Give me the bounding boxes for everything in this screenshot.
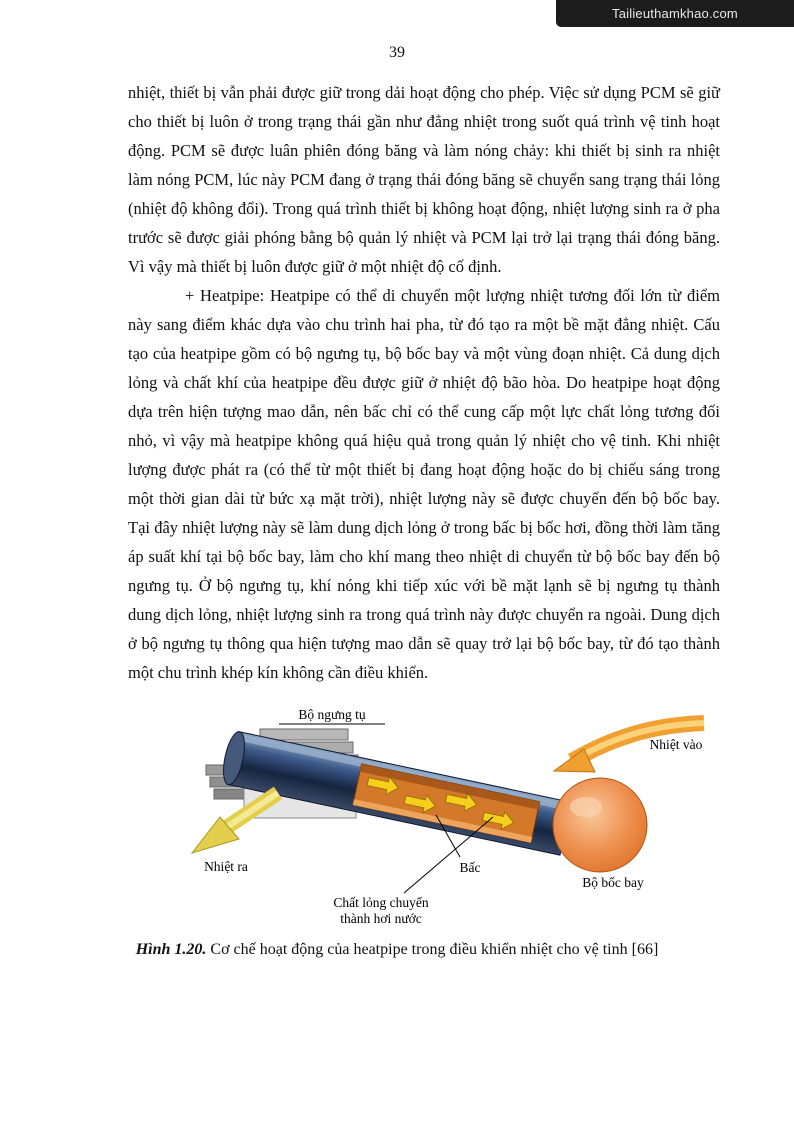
watermark-bar — [556, 0, 794, 27]
label-liquid-line2: thành hơi nước — [340, 911, 422, 926]
label-wick: Bấc — [459, 860, 481, 875]
figure-caption-text: Cơ chế hoạt động của heatpipe trong điều khiển nhiệt cho vệ tinh [66] — [206, 941, 659, 958]
paragraph-pcm: nhiệt, thiết bị vẫn phải được giữ trong dải hoạt động cho phép. Việc sử dụng PCM sẽ giữ cho thiết bị luôn ở trong trạng thái gần như đẳng nhiệt trong suốt quá trình vệ tinh hoạt động. PCM sẽ được luân phiên đóng băng và làm nóng chảy: khi thiết bị sinh ra nhiệt làm nóng PCM, lúc này PCM đang ở trạng thái đóng băng sẽ chuyển sang trạng thái lỏng (nhiệt độ không đổi). Trong quá trình thiết bị không hoạt động, nhiệt lượng sinh ra ở pha trước sẽ được giải phóng bằng bộ quản lý nhiệt và PCM lại trở lại trạng thái đóng băng. Vì vậy mà thiết bị luôn được giữ ở một nhiệt độ cố định. — [128, 83, 720, 276]
watermark-text: Tailieuthamkhao.com — [612, 6, 738, 21]
figure-heatpipe — [0, 703, 794, 959]
heatpipe-diagram — [148, 703, 708, 931]
page-number: 39 — [389, 44, 405, 61]
label-liquid-line1: Chất lỏng chuyển — [333, 895, 429, 910]
paragraph-heatpipe: + Heatpipe: Heatpipe có thể di chuyển một lượng nhiệt tương đối lớn từ điểm này sang điểm khác dựa vào chu trình hai pha, từ đó tạo ra một bề mặt đẳng nhiệt. Cấu tạo của heatpipe gồm có bộ ngưng tụ, bộ bốc bay và một vùng đoạn nhiệt. Cả dung dịch lỏng và chất khí của heatpipe đều được giữ ở nhiệt độ bão hòa. Do heatpipe hoạt động dựa trên hiện tượng mao dẫn, nên bấc chỉ có thể cung cấp một lực chất lỏng tương đối nhỏ, vì vậy mà heatpipe không quá hiệu quả trong quản lý nhiệt cho vệ tinh. Khi nhiệt lượng được phát ra (có thể từ một thiết bị đang hoạt động hoặc do bị chiếu sáng trong một thời gian dài từ bức xạ mặt trời), nhiệt lượng này sẽ được chuyển đến bộ bốc bay. Tại đây nhiệt lượng này sẽ làm dung dịch lỏng ở trong bấc bị bốc hơi, đồng thời làm tăng áp suất khí tại bộ bốc bay, làm cho khí mang theo nhiệt di chuyển từ bộ bốc bay đến bộ ngưng tụ. Ở bộ ngưng tụ, khí nóng khi tiếp xúc với bề mặt lạnh sẽ bị ngưng tụ thành dung dịch lỏng, nhiệt lượng sinh ra trong quá trình này được chuyển ra ngoài. Dung dịch ở bộ ngưng tụ thông qua hiện tượng mao dẫn sẽ quay trở lại bộ bốc bay, từ đó tạo thành một chu trình khép kín không cần điều khiển. — [128, 286, 720, 682]
evaporator-ball — [553, 778, 647, 872]
label-condenser: Bộ ngưng tụ — [298, 707, 366, 722]
figure-caption-number: Hình 1.20. — [135, 941, 207, 958]
heat-out-arrow — [192, 793, 278, 853]
body-text — [128, 78, 720, 687]
figure-caption — [0, 941, 794, 959]
ball-highlight — [570, 797, 602, 817]
label-evaporator: Bộ bốc bay — [582, 875, 644, 890]
label-heat-out: Nhiệt ra — [204, 859, 248, 874]
label-heat-in: Nhiệt vào — [649, 737, 703, 752]
